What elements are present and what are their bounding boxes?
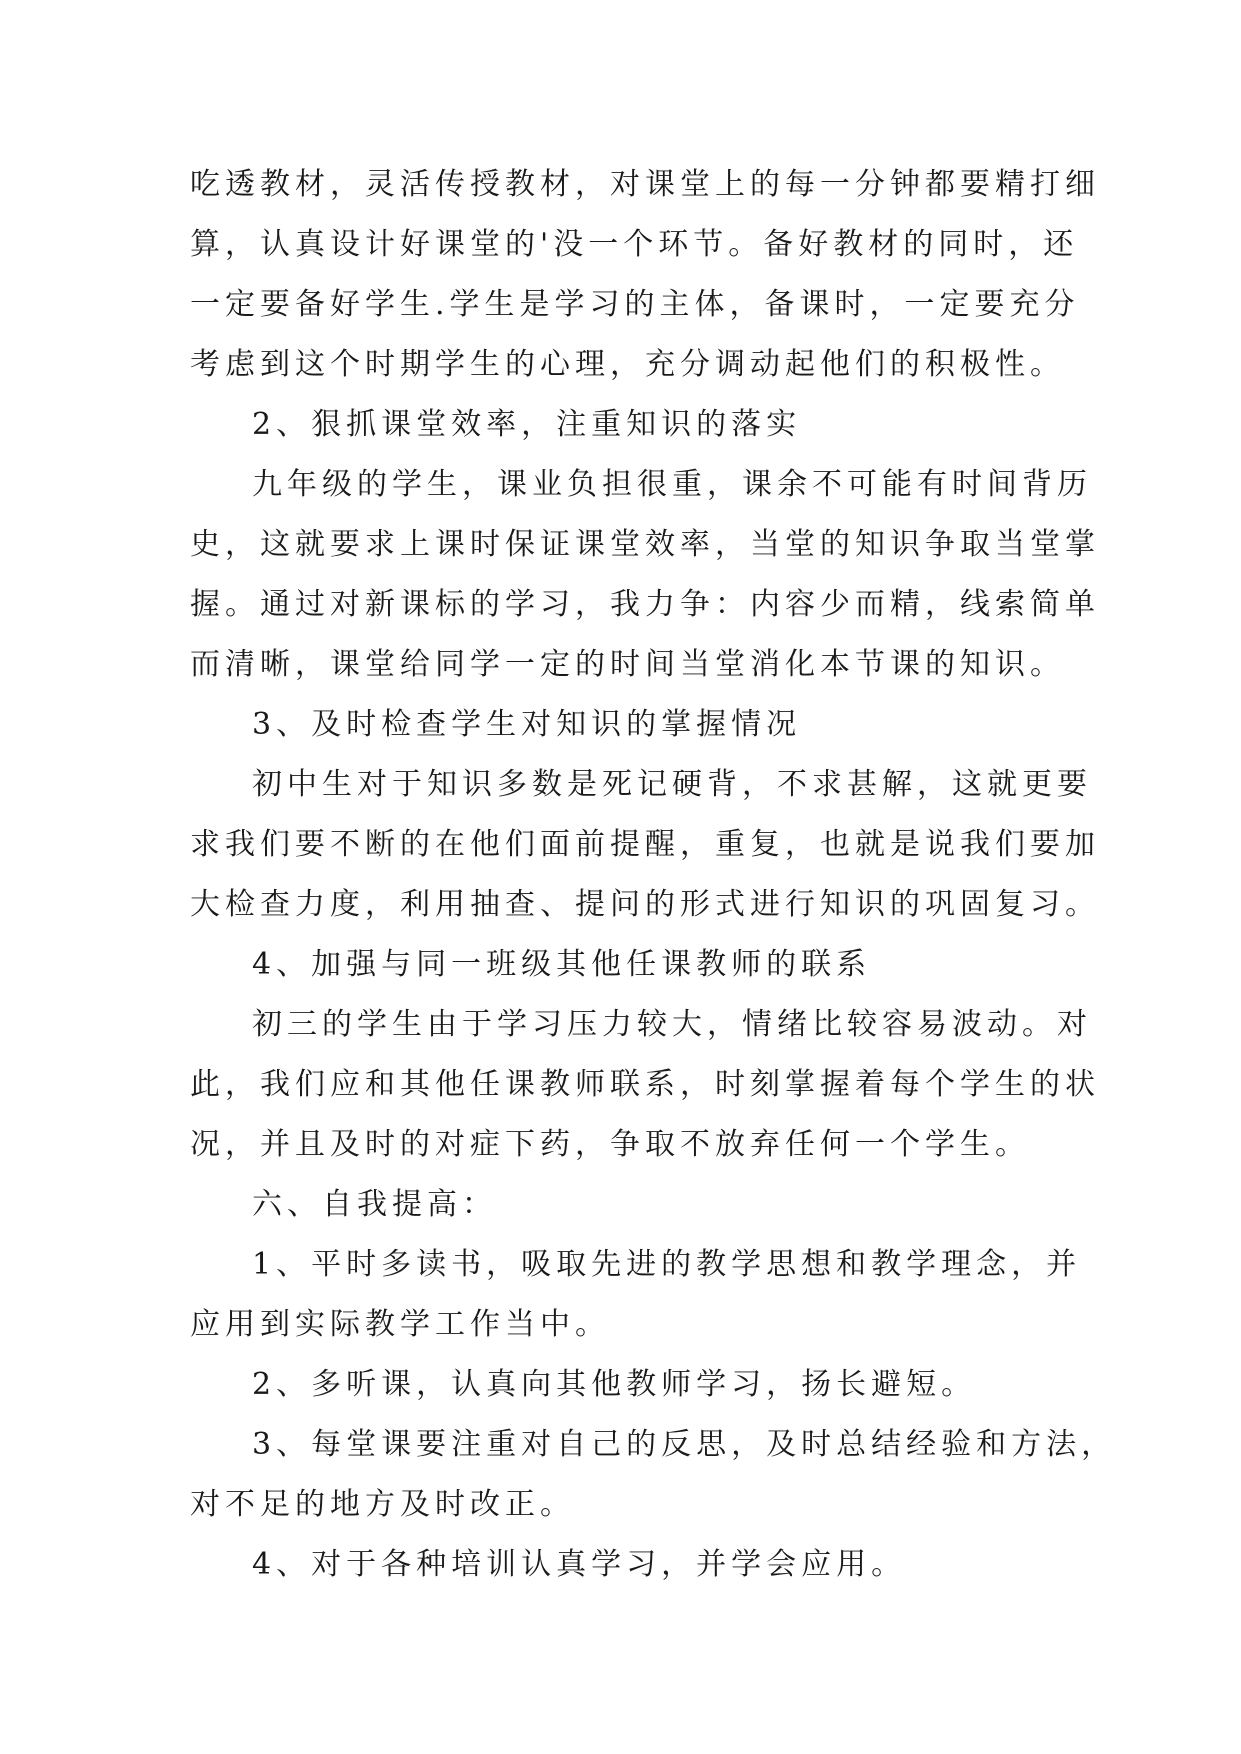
paragraph-line: 初中生对于知识多数是死记硬背，不求甚解，这就更要 bbox=[252, 767, 1092, 802]
paragraph-line: 算，认真设计好课堂的'没一个环节。备好教材的同时，还 bbox=[190, 227, 1079, 262]
paragraph-line: 史，这就要求上课时保证课堂效率，当堂的知识争取当堂掌 bbox=[190, 527, 1100, 562]
paragraph-line: 一定要备好学生.学生是学习的主体，备课时，一定要充分 bbox=[190, 287, 1080, 322]
list-item-line: 对不足的地方及时改正。 bbox=[190, 1487, 575, 1522]
section-heading: 2、狠抓课堂效率，注重知识的落实 bbox=[252, 407, 802, 442]
list-item-line: 3、每堂课要注重对自己的反思，及时总结经验和方法， bbox=[252, 1427, 1117, 1462]
paragraph-line: 考虑到这个时期学生的心理，充分调动起他们的积极性。 bbox=[190, 347, 1065, 382]
paragraph-line: 初三的学生由于学习压力较大，情绪比较容易波动。对 bbox=[252, 1007, 1092, 1042]
paragraph-line: 九年级的学生，课业负担很重，课余不可能有时间背历 bbox=[252, 467, 1092, 502]
paragraph-line: 大检查力度，利用抽查、提问的形式进行知识的巩固复习。 bbox=[190, 887, 1100, 922]
paragraph-line: 吃透教材，灵活传授教材，对课堂上的每一分钟都要精打细 bbox=[190, 167, 1100, 202]
section-heading: 4、加强与同一班级其他任课教师的联系 bbox=[252, 947, 872, 982]
paragraph-line: 此，我们应和其他任课教师联系，时刻掌握着每个学生的状 bbox=[190, 1067, 1100, 1102]
document-page bbox=[190, 155, 1117, 1595]
list-item-line: 4、对于各种培训认真学习，并学会应用。 bbox=[252, 1547, 907, 1582]
list-item-line: 2、多听课，认真向其他教师学习，扬长避短。 bbox=[252, 1367, 977, 1402]
paragraph-line: 而清晰，课堂给同学一定的时间当堂消化本节课的知识。 bbox=[190, 647, 1065, 682]
list-item-line: 1、平时多读书，吸取先进的教学思想和教学理念，并 bbox=[252, 1247, 1082, 1282]
section-heading: 六、自我提高： bbox=[252, 1187, 497, 1222]
section-heading: 3、及时检查学生对知识的掌握情况 bbox=[252, 707, 802, 742]
paragraph-line: 况，并且及时的对症下药，争取不放弃任何一个学生。 bbox=[190, 1127, 1030, 1162]
paragraph-line: 求我们要不断的在他们面前提醒，重复，也就是说我们要加 bbox=[190, 827, 1100, 862]
list-item-line: 应用到实际教学工作当中。 bbox=[190, 1307, 610, 1342]
paragraph-line: 握。通过对新课标的学习，我力争：内容少而精，线索简单 bbox=[190, 587, 1100, 622]
